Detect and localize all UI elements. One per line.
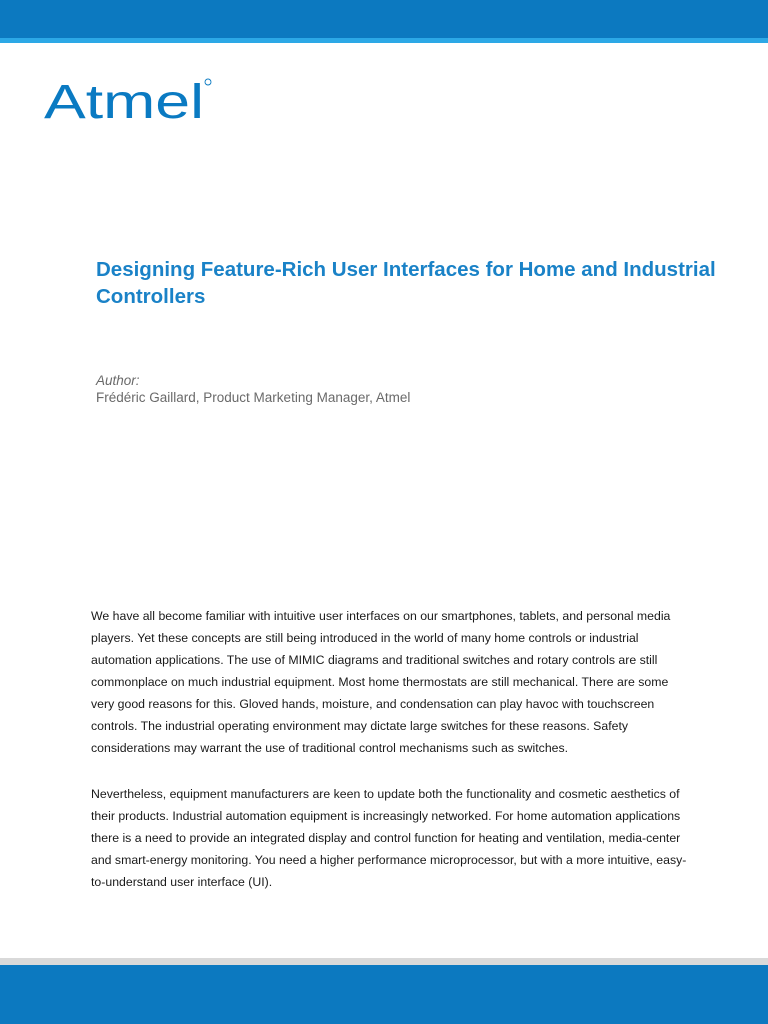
header-band-accent bbox=[0, 38, 768, 43]
author-label: Author: bbox=[96, 373, 140, 388]
header-band bbox=[0, 0, 768, 38]
registered-mark-icon bbox=[205, 79, 211, 85]
document-title: Designing Feature-Rich User Interfaces for Home and Industrial Controllers bbox=[96, 258, 716, 308]
body-paragraph-1: We have all become familiar with intuitive user interfaces on our smartphones, tablets, and personal media players. Yet these concepts are still being introduced in the world of many home controls or industrial automation applications. The use of MIMIC diagrams and traditional switches and rotary controls are still commonplace on much industrial equipment. Most home thermostats are still mechanical. There are some very good reasons for this. Gloved hands, moisture, and condensation can play havoc with touchscreen controls. The industrial operating environment may dictate large switches for these reasons. Safety considerations may warrant the use of traditional control mechanisms such as switches. bbox=[91, 609, 671, 755]
body-paragraph-2: Nevertheless, equipment manufacturers are keen to update both the functionality and cosmetic aesthetics of their products. Industrial automation equipment is increasingly networked. For home automation applications there is a need to provide an integrated display and control function for heating and ventilation, media-center and smart-energy monitoring. You need a higher performance microprocessor, but with a more intuitive, easy-to-understand user interface (UI). bbox=[91, 787, 687, 889]
footer-band bbox=[0, 965, 768, 1024]
author-name: Frédéric Gaillard, Product Marketing Manager, Atmel bbox=[96, 390, 411, 405]
atmel-logo-graphic bbox=[44, 70, 214, 126]
author-block bbox=[96, 372, 656, 406]
footer-band-edge bbox=[0, 958, 768, 965]
atmel-logo bbox=[44, 70, 214, 126]
logo-wordmark: Atmel bbox=[44, 76, 204, 126]
